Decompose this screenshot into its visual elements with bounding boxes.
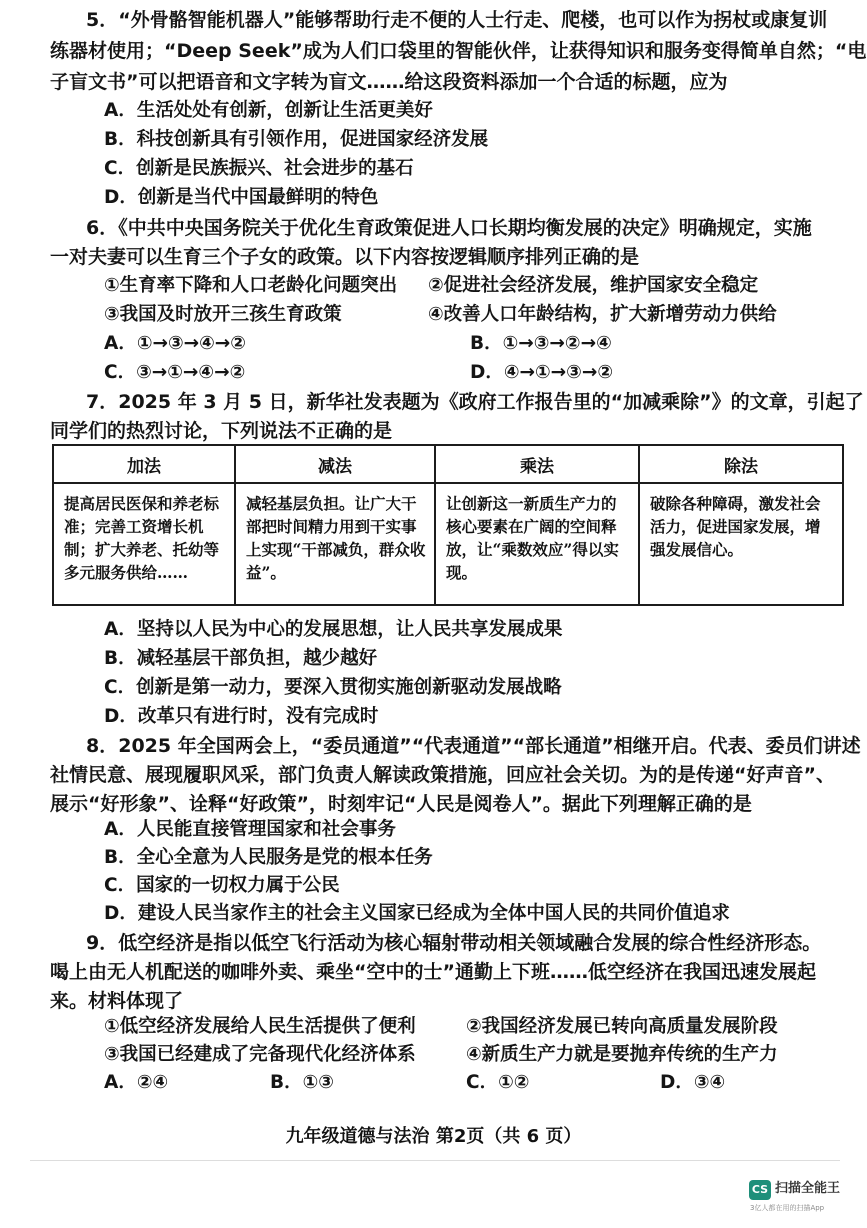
q6-item-2: ②促进社会经济发展，维护国家安全稳定	[428, 275, 759, 296]
page-footer: 九年级道德与法治 第2页（共 6 页）	[285, 1126, 582, 1147]
q5-stem-line-3: 子盲文书”可以把语音和文字转为盲文……给这段资料添加一个合适的标题，应为	[50, 71, 728, 93]
q6-option-b: B．①→③→②→④	[470, 333, 612, 354]
camscanner-logo-icon: CS	[749, 1180, 771, 1200]
q7-cell-divide: 破除各种障碍，激发社会活力，促进国家发展，增强发展信心。	[639, 483, 843, 605]
q9-stem-line-1: 9．低空经济是指以低空飞行活动为核心辐射带动相关领域融合发展的综合性经济形态。	[86, 932, 822, 954]
q7-stem-line-1: 7．2025 年 3 月 5 日，新华社发表题为《政府工作报告里的“加减乘除”》的文章，引起了	[86, 391, 864, 413]
q7-option-b: B．减轻基层干部负担，越少越好	[104, 648, 378, 669]
q5-stem-line-2: 练器材使用；“Deep Seek”成为人们口袋里的智能伙伴，让获得知识和服务变得简单自然；“电	[50, 40, 867, 62]
q5-option-b: B．科技创新具有引领作用，促进国家经济发展	[104, 129, 489, 150]
q7-cell-multiply: 让创新这一新质生产力的核心要素在广阔的空间释放，让“乘数效应”得以实现。	[435, 483, 639, 605]
q5-stem-line-1: 5．“外骨骼智能机器人”能够帮助行走不便的人士行走、爬楼，也可以作为拐杖或康复训	[86, 9, 828, 31]
q9-item-4: ④新质生产力就是要抛弃传统的生产力	[466, 1044, 778, 1065]
q6-item-3: ③我国及时放开三孩生育政策	[104, 304, 342, 325]
q7-cell-subtract: 减轻基层负担。让广大干部把时间精力用到干实事上实现“干部减负，群众收益”。	[235, 483, 435, 605]
q6-item-4: ④改善人口年龄结构，扩大新增劳动力供给	[428, 304, 777, 325]
q7-header-subtract: 减法	[235, 445, 435, 483]
q9-option-b: B．①③	[270, 1072, 334, 1093]
q7-cell-add: 提高居民医保和养老标准；完善工资增长机制；扩大养老、托幼等多元服务供给……	[53, 483, 235, 605]
q7-table-row	[53, 483, 843, 605]
q6-stem-line-2: 一对夫妻可以生育三个子女的政策。以下内容按逻辑顺序排列正确的是	[50, 246, 640, 268]
q5-option-d: D．创新是当代中国最鲜明的特色	[104, 187, 379, 208]
q7-table	[52, 444, 844, 606]
q7-option-c: C．创新是第一动力，要深入贯彻实施创新驱动发展战略	[104, 677, 562, 698]
q7-header-add: 加法	[53, 445, 235, 483]
q8-stem-line-2: 社情民意、展现履职风采，部门负责人解读政策措施，回应社会关切。为的是传递“好声音”、	[50, 764, 835, 786]
q7-option-a: A．坚持以人民为中心的发展思想，让人民共享发展成果	[104, 619, 563, 640]
q8-stem-line-1: 8．2025 年全国两会上，“委员通道”“代表通道”“部长通道”相继开启。代表、委员们讲述	[86, 735, 861, 757]
q9-option-c: C．①②	[466, 1072, 530, 1093]
q9-option-a: A．②④	[104, 1072, 169, 1093]
q6-item-1: ①生育率下降和人口老龄化问题突出	[104, 275, 398, 296]
q8-option-a: A．人民能直接管理国家和社会事务	[104, 819, 396, 840]
q9-item-1: ①低空经济发展给人民生活提供了便利	[104, 1016, 416, 1037]
q8-option-c: C．国家的一切权力属于公民	[104, 875, 340, 896]
q7-header-multiply: 乘法	[435, 445, 639, 483]
q8-option-b: B．全心全意为人民服务是党的根本任务	[104, 847, 433, 868]
q7-option-d: D．改革只有进行时，没有完成时	[104, 706, 379, 727]
q6-stem-line-1: 6．《中共中央国务院关于优化生育政策促进人口长期均衡发展的决定》明确规定，实施	[86, 217, 812, 239]
q5-option-c: C．创新是民族振兴、社会进步的基石	[104, 158, 414, 179]
q9-item-3: ③我国已经建成了完备现代化经济体系	[104, 1044, 416, 1065]
q5-option-a: A．生活处处有创新，创新让生活更美好	[104, 100, 433, 121]
q7-stem-line-2: 同学们的热烈讨论，下列说法不正确的是	[50, 420, 393, 442]
q9-stem-line-2: 喝上由无人机配送的咖啡外卖、乘坐“空中的士”通勤上下班……低空经济在我国迅速发展起	[50, 961, 816, 983]
q6-option-c: C．③→①→④→②	[104, 362, 246, 383]
q8-stem-line-3: 展示“好形象”、诠释“好政策”，时刻牢记“人民是阅卷人”。据此下列理解正确的是	[50, 793, 752, 815]
q9-option-d: D．③④	[660, 1072, 726, 1093]
camscanner-name: 扫描全能王	[775, 1181, 841, 1196]
camscanner-tagline: 3亿人都在用的扫描App	[750, 1204, 825, 1212]
q6-option-a: A．①→③→④→②	[104, 333, 246, 354]
q9-stem-line-3: 来。材料体现了	[50, 990, 184, 1012]
q7-table-header-row	[53, 445, 843, 483]
footer-divider	[30, 1160, 840, 1161]
q7-header-divide: 除法	[639, 445, 843, 483]
q6-option-d: D．④→①→③→②	[470, 362, 614, 383]
q9-item-2: ②我国经济发展已转向高质量发展阶段	[466, 1016, 778, 1037]
q8-option-d: D．建设人民当家作主的社会主义国家已经成为全体中国人民的共同价值追求	[104, 903, 730, 924]
